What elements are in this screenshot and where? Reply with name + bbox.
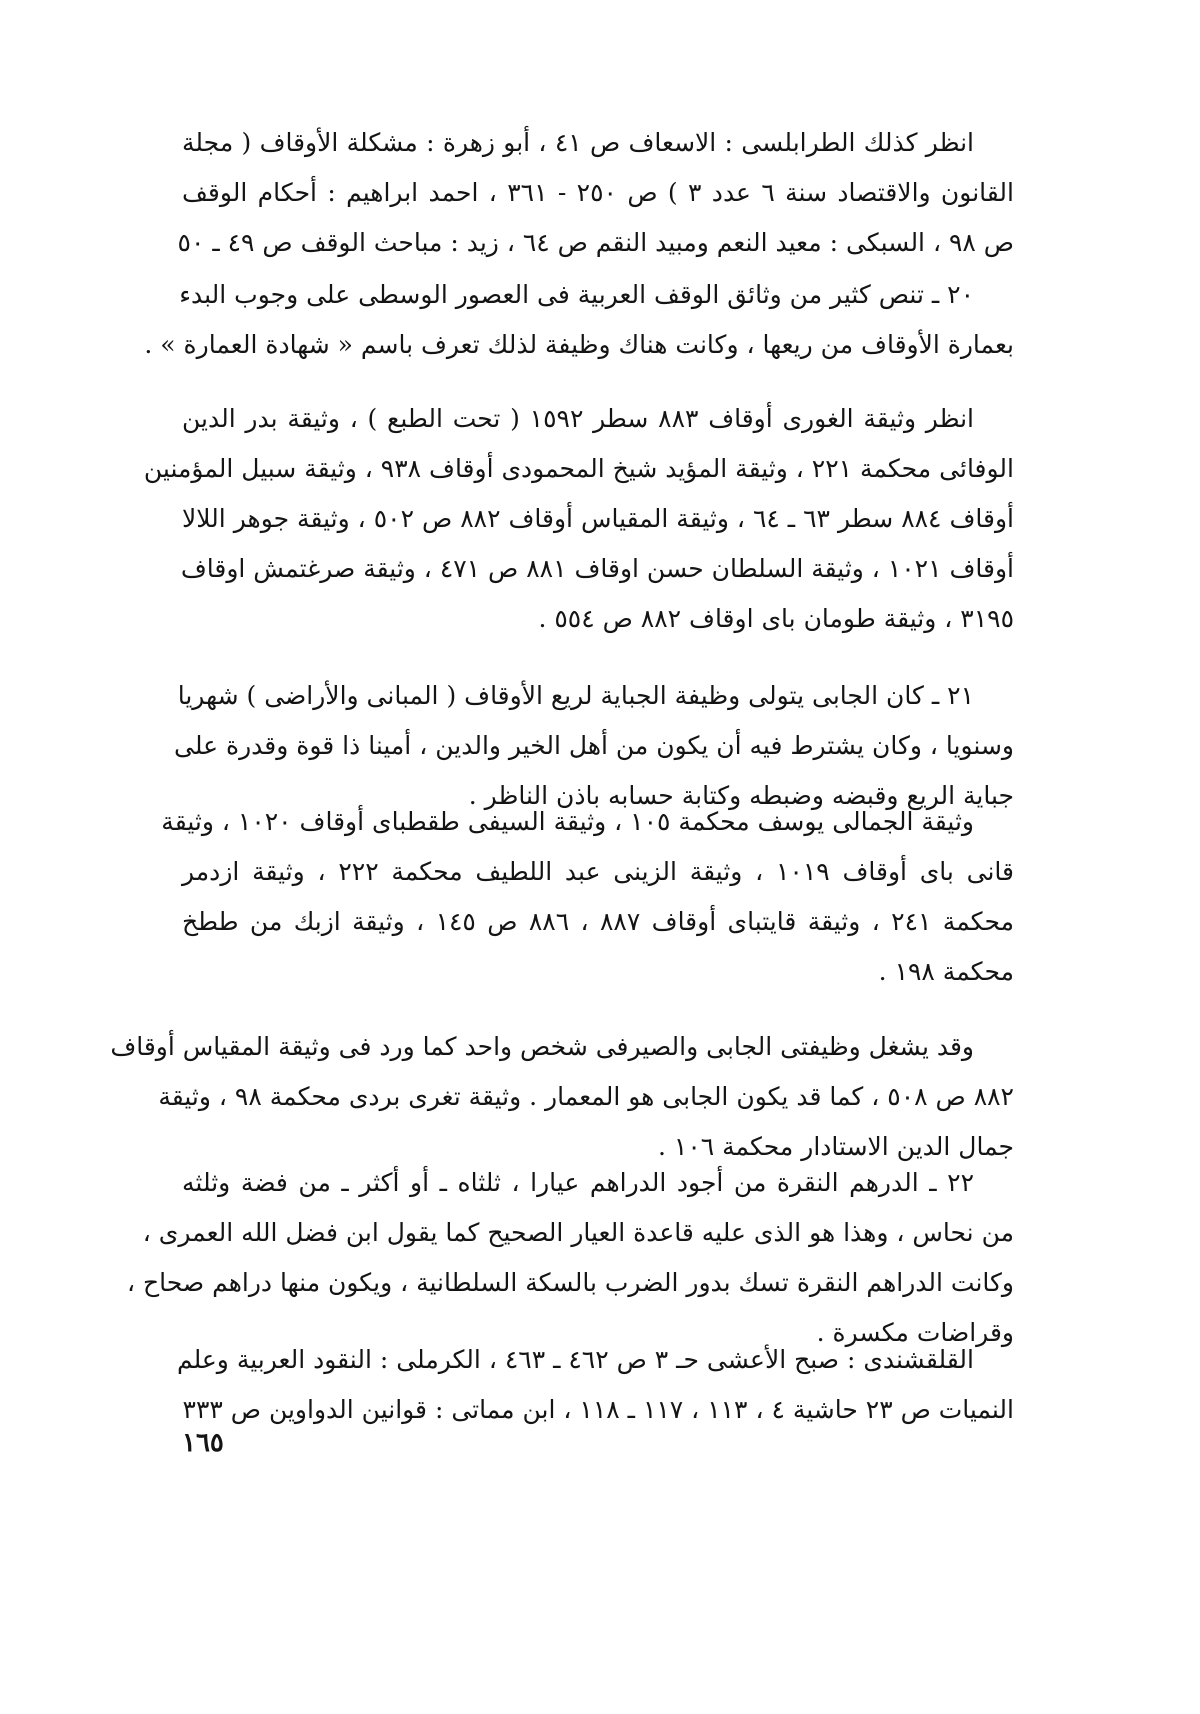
- text-line: جمال الدين الاستادار محكمة ١٠٦ .: [657, 1132, 1014, 1161]
- text-line: محكمة ٢٤١ ، وثيقة قايتباى أوقاف ٨٨٧ ، ٨٨٦ ص ١٤٥ ، وثيقة ازبك من ططخ: [182, 907, 1015, 936]
- text-line: جباية الريع وقبضه وضبطه وكتابة حسابه باذن الناظر .: [468, 781, 1014, 810]
- text-line: من نحاس ، وهذا هو الذى عليه قاعدة العيار الصحيح كما يقول ابن فضل الله العمرى ،: [142, 1218, 1014, 1247]
- text-line: انظر وثيقة الغورى أوقاف ٨٨٣ سطر ١٥٩٢ ( تحت الطبع ) ، وثيقة بدر الدين: [182, 404, 974, 433]
- text-line: أوقاف ١٠٢١ ، وثيقة السلطان حسن اوقاف ٨٨١ ص ٤٧١ ، وثيقة صرغتمش اوقاف: [180, 554, 1014, 583]
- text-line: ٢٠ ـ تنص كثير من وثائق الوقف العربية فى العصور الوسطى على وجوب البدء: [179, 280, 974, 309]
- text-line: ٨٨٢ ص ٥٠٨ ، كما قد يكون الجابى هو المعمار . وثيقة تغرى بردى محكمة ٩٨ ، وثيقة: [158, 1082, 1014, 1111]
- references-paragraph-20: [143, 394, 1014, 644]
- text-line: وسنويا ، وكان يشترط فيه أن يكون من أهل الخير والدين ، أمينا ذا قوة وقدرة على: [174, 731, 1014, 760]
- text-line: ٢١ ـ كان الجابى يتولى وظيفة الجباية لريع الأوقاف ( المبانى والأراضى ) شهريا: [177, 681, 974, 710]
- text-line: محكمة ١٩٨ .: [878, 957, 1014, 986]
- text-line: وقد يشغل وظيفتى الجابى والصيرفى شخص واحد كما ورد فى وثيقة المقياس أوقاف: [110, 1032, 974, 1061]
- text-line: وقراضات مكسرة .: [816, 1318, 1014, 1347]
- text-line: بعمارة الأوقاف من ريعها ، وكانت هناك وظيفة لذلك تعرف باسم « شهادة العمارة » .: [144, 330, 1014, 359]
- text-line: قانى باى أوقاف ١٠١٩ ، وثيقة الزينى عبد اللطيف محكمة ٢٢٢ ، وثيقة ازدمر: [182, 857, 1015, 886]
- text-line: الوفائى محكمة ٢٢١ ، وثيقة المؤيد شيخ المحمودى أوقاف ٩٣٨ ، وثيقة سبيل المؤمنين: [143, 454, 1014, 483]
- references-paragraph-21: [161, 797, 1015, 997]
- text-line: النميات ص ٢٣ حاشية ٤ ، ١١٣ ، ١١٧ ـ ١١٨ ، ابن مماتى : قوانين الدواوين ص ٣٣٣: [182, 1395, 1014, 1424]
- text-line: ص ٩٨ ، السبكى : معيد النعم ومبيد النقم ص ٦٤ ، زيد : مباحث الوقف ص ٤٩ ـ ٥٠: [177, 228, 1014, 257]
- references-paragraph-22: [176, 1335, 1014, 1435]
- text-line: القانون والاقتصاد سنة ٦ عدد ٣ ) ص ٢٥٠ - ٣٦١ ، احمد ابراهيم : أحكام الوقف: [182, 178, 1014, 207]
- footnote-paragraph-22: [127, 1158, 1014, 1358]
- text-line: القلقشندى : صبح الأعشى حـ ٣ ص ٤٦٢ ـ ٤٦٣ ، الكرملى : النقود العربية وعلم: [176, 1345, 974, 1374]
- text-line: ٢٢ ـ الدرهم النقرة من أجود الدراهم عيارا ، ثلثاه ـ أو أكثر ـ من فضة وثلثه: [182, 1168, 974, 1197]
- text-line: وثيقة الجمالى يوسف محكمة ١٠٥ ، وثيقة السيفى طقطباى أوقاف ١٠٢٠ ، وثيقة: [161, 807, 974, 836]
- page-number: ١٦٥: [182, 1428, 224, 1458]
- footnote-paragraph-1: [177, 118, 1014, 268]
- note-paragraph-collector: [110, 1022, 1014, 1172]
- text-line: أوقاف ٨٨٤ سطر ٦٣ ـ ٦٤ ، وثيقة المقياس أوقاف ٨٨٢ ص ٥٠٢ ، وثيقة جوهر اللالا: [182, 504, 1014, 533]
- text-line: انظر كذلك الطرابلسى : الاسعاف ص ٤١ ، أبو زهرة : مشكلة الأوقاف ( مجلة: [182, 128, 974, 157]
- text-line: وكانت الدراهم النقرة تسك بدور الضرب بالسكة السلطانية ، ويكون منها دراهم صحاح ،: [127, 1268, 1014, 1297]
- text-line: ٣١٩٥ ، وثيقة طومان باى اوقاف ٨٨٢ ص ٥٥٤ .: [538, 604, 1014, 633]
- footnote-paragraph-20: [144, 270, 1014, 370]
